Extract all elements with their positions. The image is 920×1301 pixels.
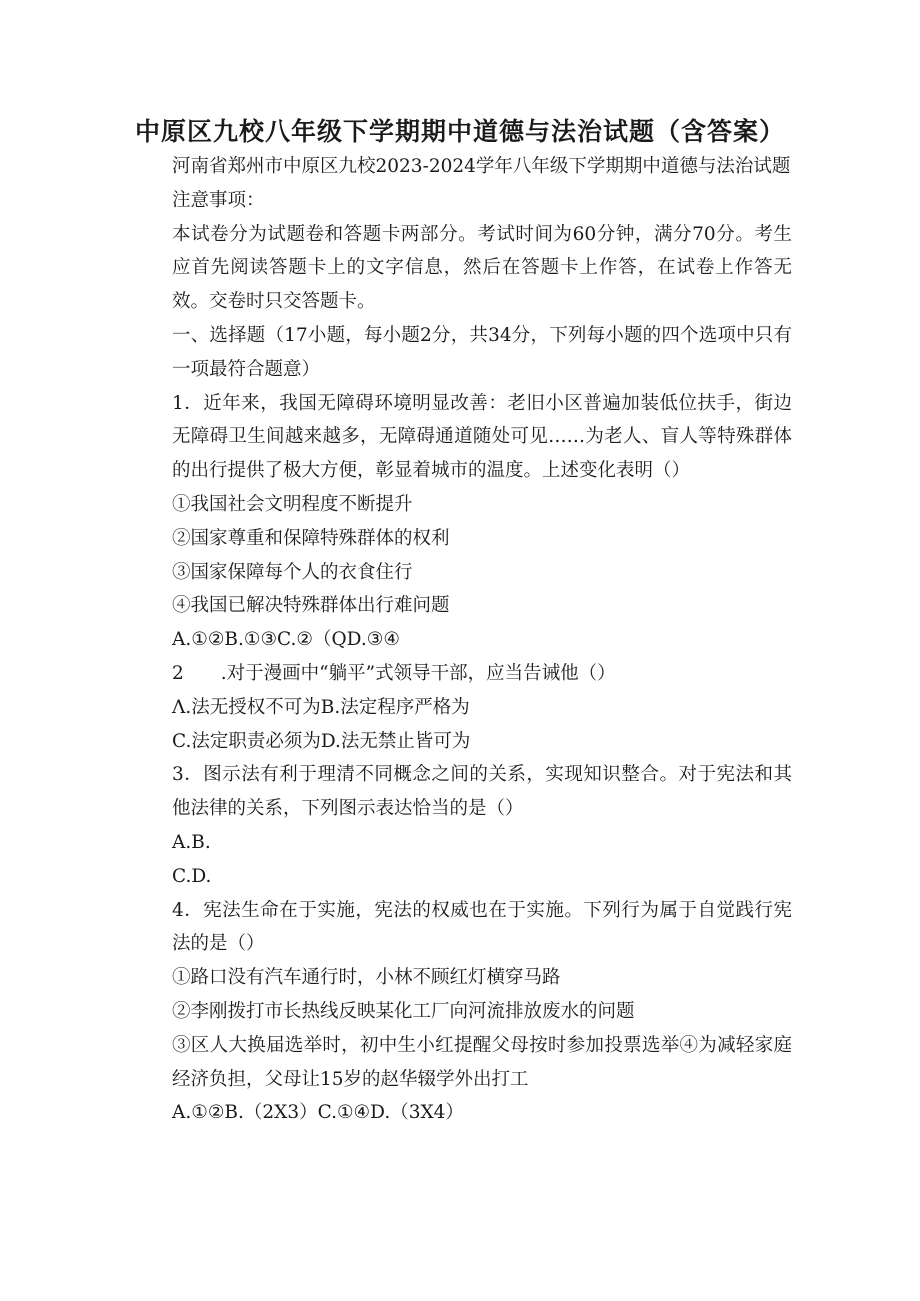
question-4-stem: 4．宪法生命在于实施，宪法的权威也在于实施。下列行为属于自觉践行宪法的是（）	[172, 899, 792, 955]
question-1-item: ②国家尊重和保障特殊群体的权利	[172, 527, 450, 549]
question-1-item: ①我国社会文明程度不断提升	[172, 493, 413, 515]
question-3-options: C.D.	[172, 865, 212, 887]
question-4-item: ③区人大换届选举时，初中生小红提醒父母按时参加投票选举④为减轻家庭经济负担，父母让15岁的赵华辍学外出打工	[172, 1034, 792, 1090]
question-2-options: Λ.法无授权不可为B.法定程序严格为	[172, 696, 470, 718]
question-2-options: C.法定职责必须为D.法无禁止皆可为	[172, 730, 471, 752]
notice-paragraph: 本试卷分为试题卷和答题卡两部分。考试时间为60分钟，满分70分。考生应首先阅读答题卡上的文字信息，然后在答题卡上作答，在试卷上作答无效。交卷时只交答题卡。	[172, 223, 792, 313]
document-body	[172, 150, 792, 1130]
question-1-item: ③国家保障每个人的衣食住行	[172, 561, 413, 583]
question-4-item: ①路口没有汽车通行时，小林不顾红灯横穿马路	[172, 967, 561, 989]
question-1-item: ④我国已解决特殊群体出行难问题	[172, 595, 450, 617]
question-3-options: A.B.	[172, 831, 211, 853]
subtitle-paragraph: 河南省郑州市中原区九校2023-2024学年八年级下学期期中道德与法治试题	[172, 156, 791, 177]
question-1-options: A.①②B.①③C.②（QD.③④	[172, 629, 400, 651]
question-1-stem: 1．近年来，我国无障碍环境明显改善：老旧小区普遍加装低位扶手，街边无障碍卫生间越来越多，无障碍通道随处可见……为老人、盲人等特殊群体的出行提供了极大方便，彰显着城市的温度。上述变化表明（）	[172, 392, 792, 482]
question-3-stem: 3．图示法有利于理清不同概念之间的关系，实现知识整合。对于宪法和其他法律的关系，下列图示表达恰当的是（）	[172, 764, 792, 820]
question-2-stem: 2 .对于漫画中“躺平”式领导干部，应当告诫他（）	[172, 662, 616, 684]
notice-heading: 注意事项：	[172, 189, 265, 211]
question-4-options: A.①②B.（2X3）C.①④D.（3X4）	[172, 1102, 464, 1124]
document-title: 中原区九校八年级下学期期中道德与法治试题（含答案）	[134, 117, 785, 146]
section-heading: 一、选择题（17小题，每小题2分，共34分，下列每小题的四个选项中只有一项最符合题意）	[172, 324, 792, 380]
question-4-item: ②李刚拨打市长热线反映某化工厂向河流排放废水的问题	[172, 1000, 635, 1022]
